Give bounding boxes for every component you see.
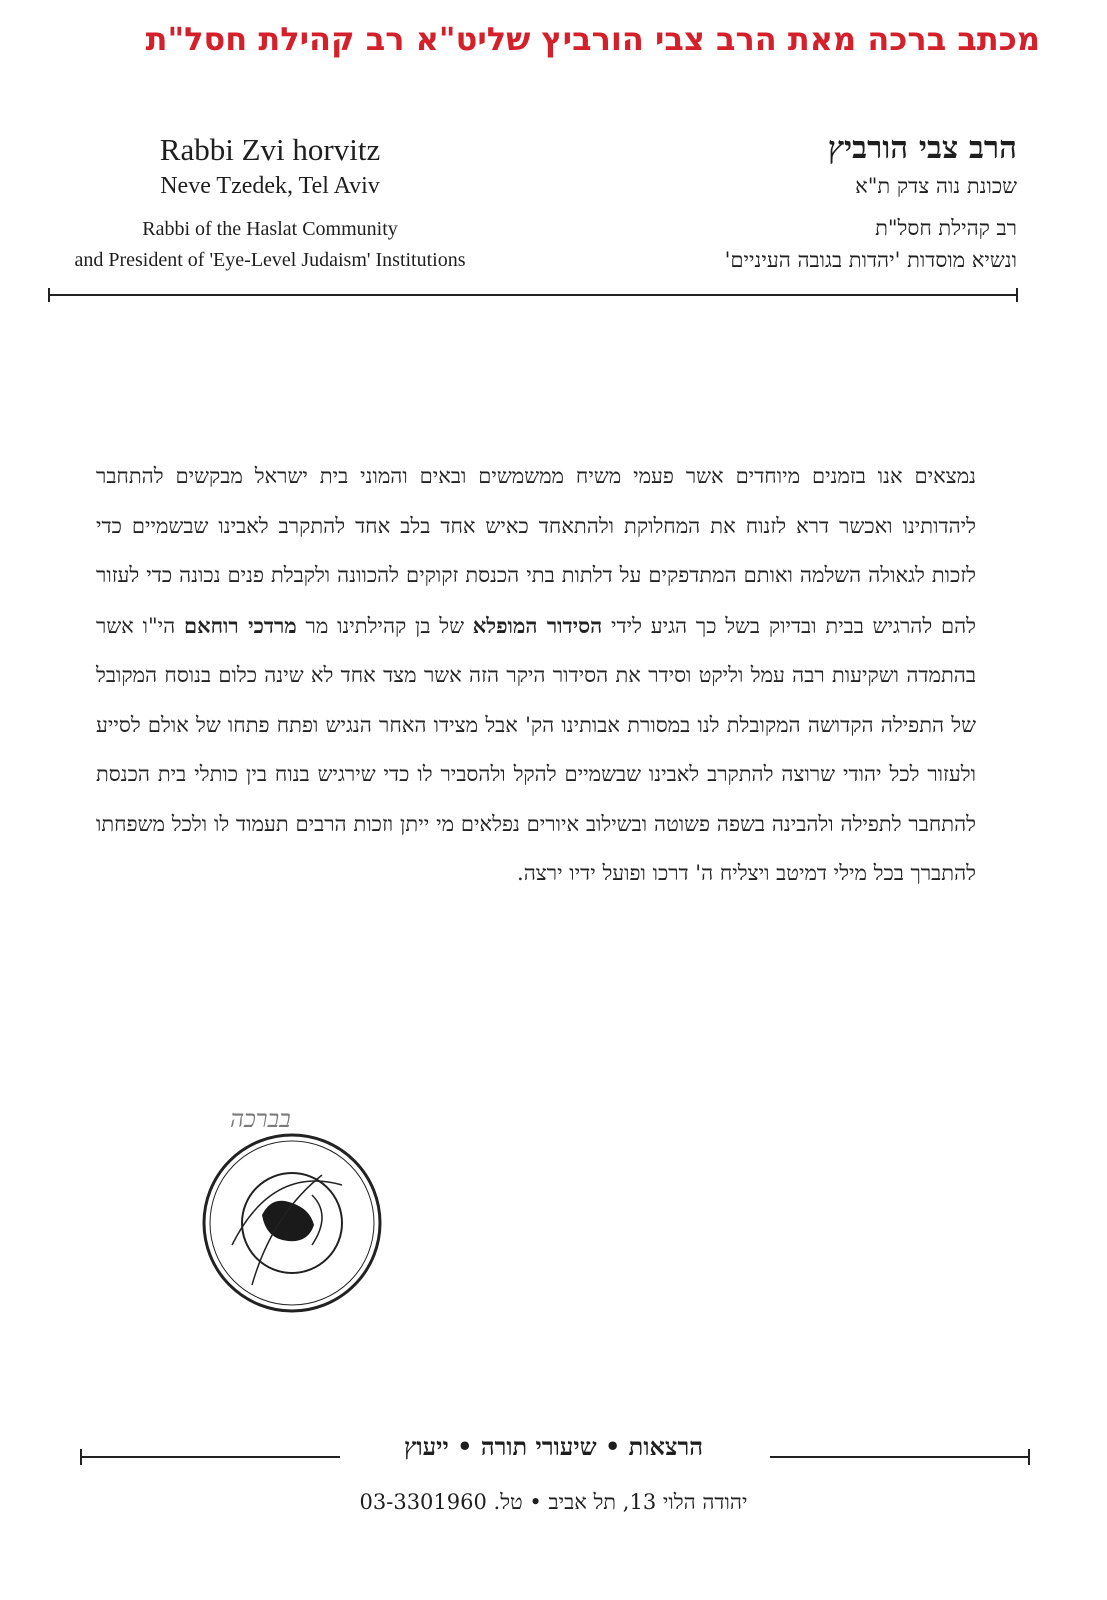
letterhead-divider xyxy=(48,294,1018,296)
rabbi-name-en: Rabbi Zvi horvitz xyxy=(159,132,381,167)
body-bold-name: מרדכי רוחאם xyxy=(183,612,297,638)
body-bold-siddur: הסידור המופלא xyxy=(472,612,603,638)
body-text-part-1: נמצאים אנו בזמנים מיוחדים אשר פעמי משיח ממשמשים ובאים והמוני בית ישראל מבקשים להתחבר ליהדותינו ואכשר דרא לזנוח את המחלוקת ולהתאחד כאיש אחד בלב אחד להתקרב לאבינו שבשמיים כדי לזכות לגאולה השלמה ואותם המתדפקים על דלתות בתי הכנסת זקוקים להכוונה ולקבלת פנים נכונה כדי לעזור להם להרגיש בבית ובדיוק בשל כך הגיע לידי xyxy=(96,464,976,638)
letterhead-hebrew xyxy=(617,126,1017,276)
footer-services-text: הרצאות • שיעורי תורה • ייעוץ xyxy=(390,1432,717,1461)
rabbi-role-he-1: רב קהילת חסל"ת xyxy=(875,216,1017,240)
rabbi-stamp xyxy=(192,1105,392,1315)
letterhead-english xyxy=(40,130,500,276)
letter-body xyxy=(96,452,976,899)
rabbi-name-he: הרב צבי הורביץ xyxy=(827,130,1017,166)
footer-services xyxy=(0,1432,1107,1462)
rabbi-location-he: שכונת נוה צדק ת"א xyxy=(855,174,1017,198)
footer-address: יהודה הלוי 13, תל אביב • טל. 03-3301960 xyxy=(359,1490,748,1514)
rabbi-location-en: Neve Tzedek, Tel Aviv xyxy=(160,173,380,199)
rabbi-role-he-2: ונשיא מוסדות 'יהדות בגובה העיניים' xyxy=(724,248,1017,272)
rabbi-role-en-2: and President of 'Eye-Level Judaism' Institutions xyxy=(74,249,466,271)
rabbi-role-en-1: Rabbi of the Haslat Community xyxy=(142,218,398,240)
signature-word: בברכה xyxy=(230,1105,291,1133)
body-text-part-2: של בן קהילתינו מר xyxy=(305,613,464,638)
body-text-part-3: הי"ו אשר בהתמדה ושקיעות רבה עמל וליקט וסידר את הסידור היקר הזה אשר מצד אחד לא שינה כלום בנוסח המקובל של התפילה הקדושה המקובלת לנו במסורת אבותינו הק' אבל מצידו האחר הנגיש ופתח פתחו של אולם לסייע ולעזור לכל יהודי שרוצה להתקרב לאבינו שבשמיים להקל ולהסביר לו כדי שירגיש בנוח בין כותלי בית הכנסת להתחבר לתפילה ולהבינה בשפה פשוטה ובשילוב איורים נפלאים מי ייתן וזכות הרבים תעמוד לו ולכל משפחתו להתברך בכל מילי דמיטב ויצליח ה' דרכו ופועל ידיו ירצה. xyxy=(96,613,976,885)
letter-title: מכתב ברכה מאת הרב צבי הורביץ שליט"א רב קהילת חסל"ת xyxy=(145,20,1040,58)
